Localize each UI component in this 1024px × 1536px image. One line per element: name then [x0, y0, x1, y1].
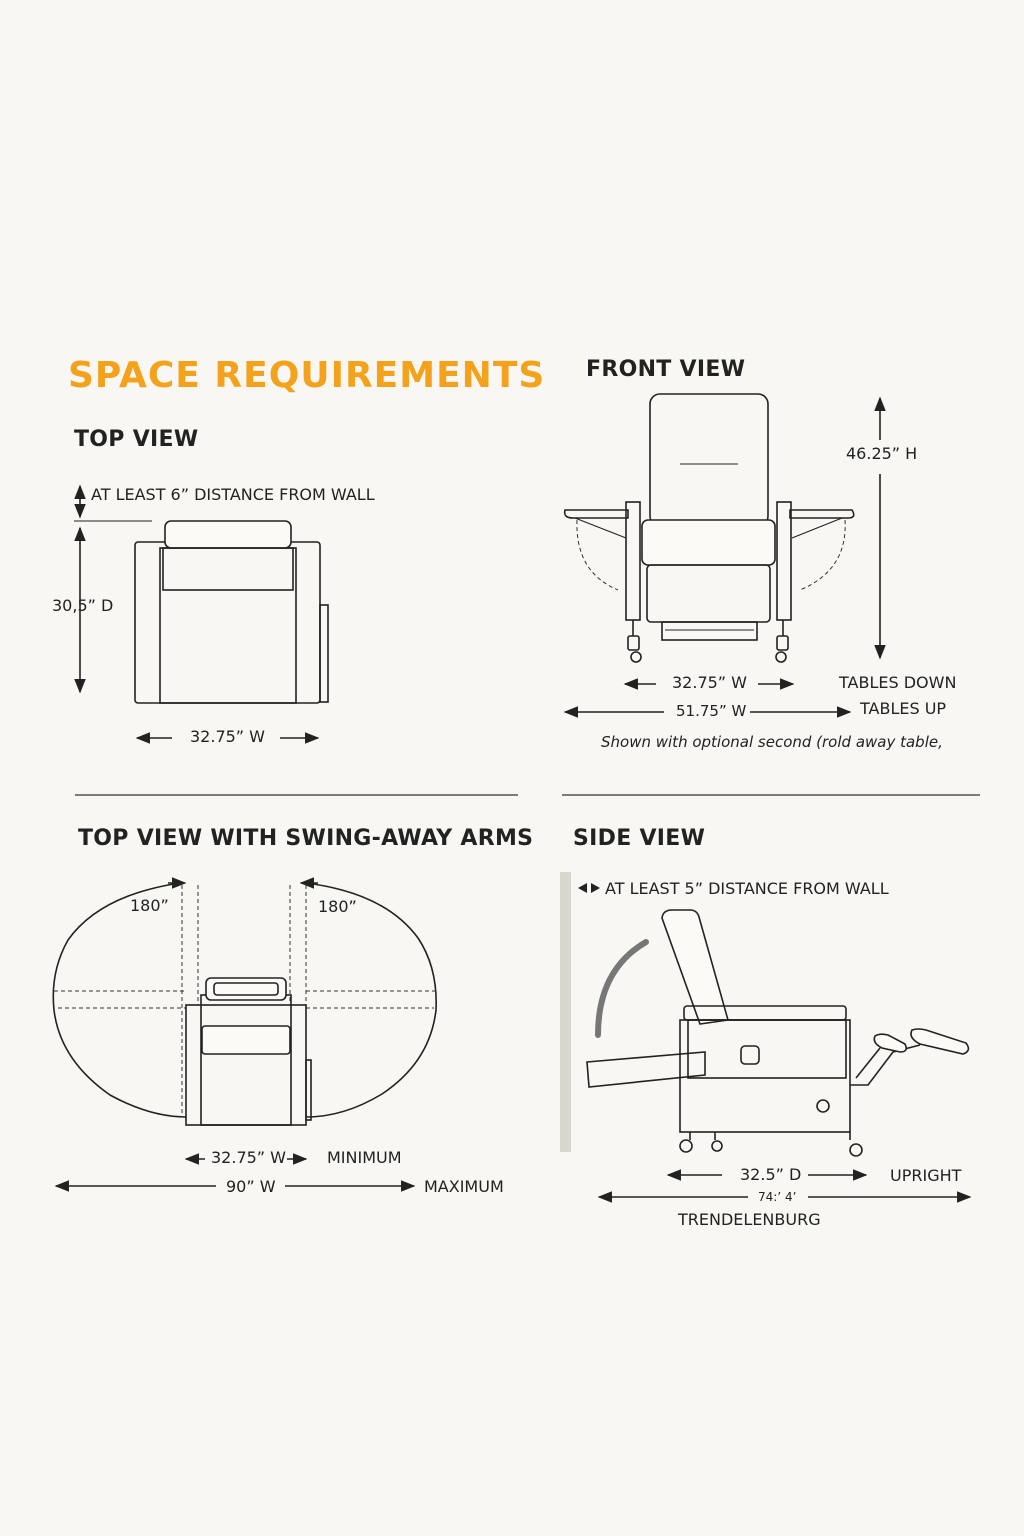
swing-min-width: 32.75” W [211, 1148, 286, 1167]
side-view-chair [560, 872, 970, 1197]
front-view-width-down: 32.75” W [672, 673, 747, 692]
front-view-width-up: 51.75” W [676, 702, 747, 720]
front-view-note: Shown with optional second (rold away table, [601, 733, 943, 751]
side-view-upright-label: UPRIGHT [890, 1166, 962, 1185]
side-view-heading: SIDE VIEW [573, 826, 706, 851]
swing-max-width: 90” W [226, 1177, 276, 1196]
top-view-depth-label: 30,5” D [52, 596, 114, 615]
swing-angle-right: 180” [318, 897, 357, 916]
front-view-tables-down: TABLES DOWN [839, 673, 957, 692]
front-view-heading: FRONT VIEW [586, 357, 746, 382]
top-view-heading: TOP VIEW [74, 427, 199, 452]
front-view-height-label: 46.25” H [846, 444, 918, 463]
swing-angle-left: 180” [130, 896, 169, 915]
side-view-wall-note: AT LEAST 5” DISTANCE FROM WALL [605, 879, 889, 898]
top-view-wall-note: AT LEAST 6” DISTANCE FROM WALL [91, 485, 375, 504]
side-view-depth-trend: 74:’ 4’ [758, 1190, 797, 1204]
side-view-depth-upright: 32.5” D [740, 1165, 802, 1184]
page-title: SPACE REQUIREMENTS [68, 355, 546, 396]
front-view-tables-up: TABLES UP [860, 699, 947, 718]
swing-max-label: MAXIMUM [424, 1177, 504, 1196]
swing-min-label: MINIMUM [327, 1148, 402, 1167]
side-view-trend-label: TRENDELENBURG [678, 1210, 821, 1229]
front-view-chair [565, 394, 880, 712]
swing-view-chair [53, 883, 436, 1186]
top-view-width-label: 32.75” W [190, 727, 265, 746]
swing-view-heading: TOP VIEW WITH SWING-AWAY ARMS [78, 826, 534, 851]
